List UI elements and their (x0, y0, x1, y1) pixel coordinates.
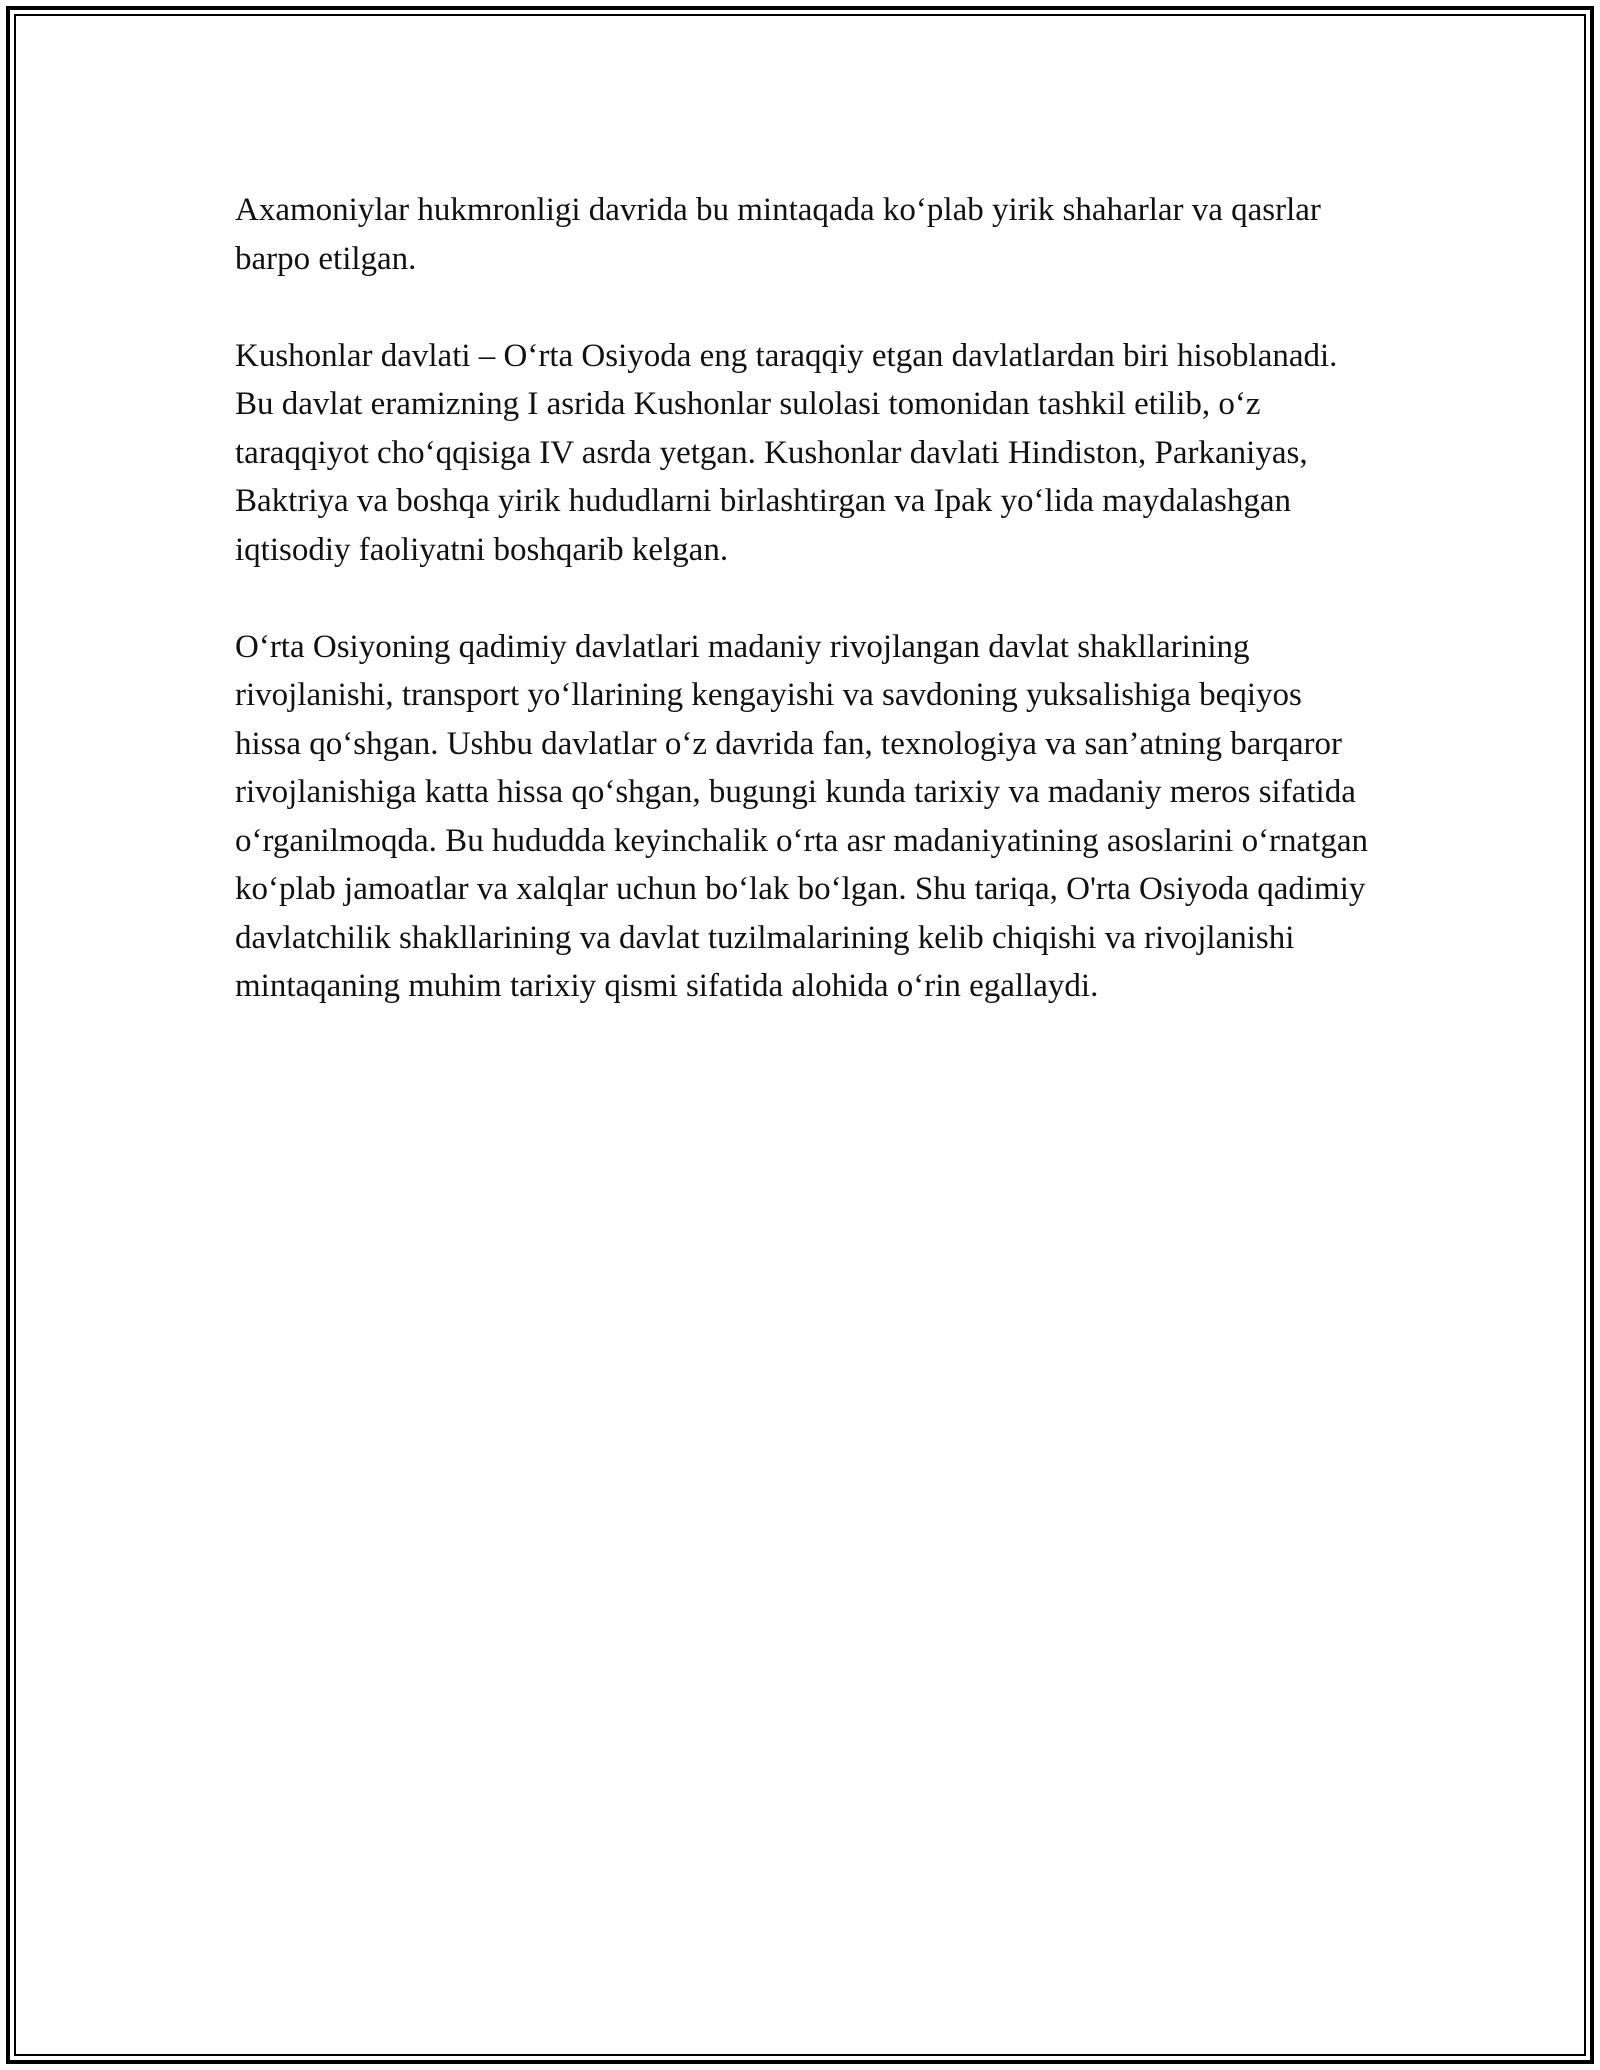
paragraph-orta-osiyo: O‘rta Osiyoning qadimiy davlatlari madaniy rivojlangan davlat shakllarining rivojlanishi, transport yo‘llarining kengayishi va savdoning yuksalishiga beqiyos hissa qo‘shgan. Ushbu davlatlar o‘z davrida fan, texnologiya va san’atning barqaror rivojlanishiga katta hissa qo‘shgan, bugungi kunda tarixiy va madaniy meros sifatida o‘rganilmoqda. Bu hududda keyinchalik o‘rta asr madaniyatining asoslarini o‘rnatgan ko‘plab jamoatlar va xalqlar uchun bo‘lak bo‘lgan. Shu tariqa, O'rta Osiyoda qadimiy davlatchilik shakllarining va davlat tuzilmalarining kelib chiqishi va rivojlanishi mintaqaning muhim tarixiy qismi sifatida alohida o‘rin egallaydi. (235, 628, 1369, 1004)
paragraph-axamoniylar: Axamoniylar hukmronligi davrida bu mintaqada ko‘plab yirik shaharlar va qasrlar barpo etilgan. (235, 192, 1321, 277)
paragraph-kushonlar: Kushonlar davlati – O‘rta Osiyoda eng taraqqiy etgan davlatlardan biri hisoblanadi. Bu davlat eramizning I asrida Kushonlar sulolasi tomonidan tashkil etilib, o‘z taraqqiyot cho‘qqisiga IV asrda yetgan. Kushonlar davlati Hindiston, Parkaniyas, Baktriya va boshqa yirik hududlarni birlashtirgan va Ipak yo‘lida maydalashgan iqtisodiy faoliyatni boshqarib kelgan. (235, 337, 1338, 568)
document-body (235, 186, 1375, 1059)
